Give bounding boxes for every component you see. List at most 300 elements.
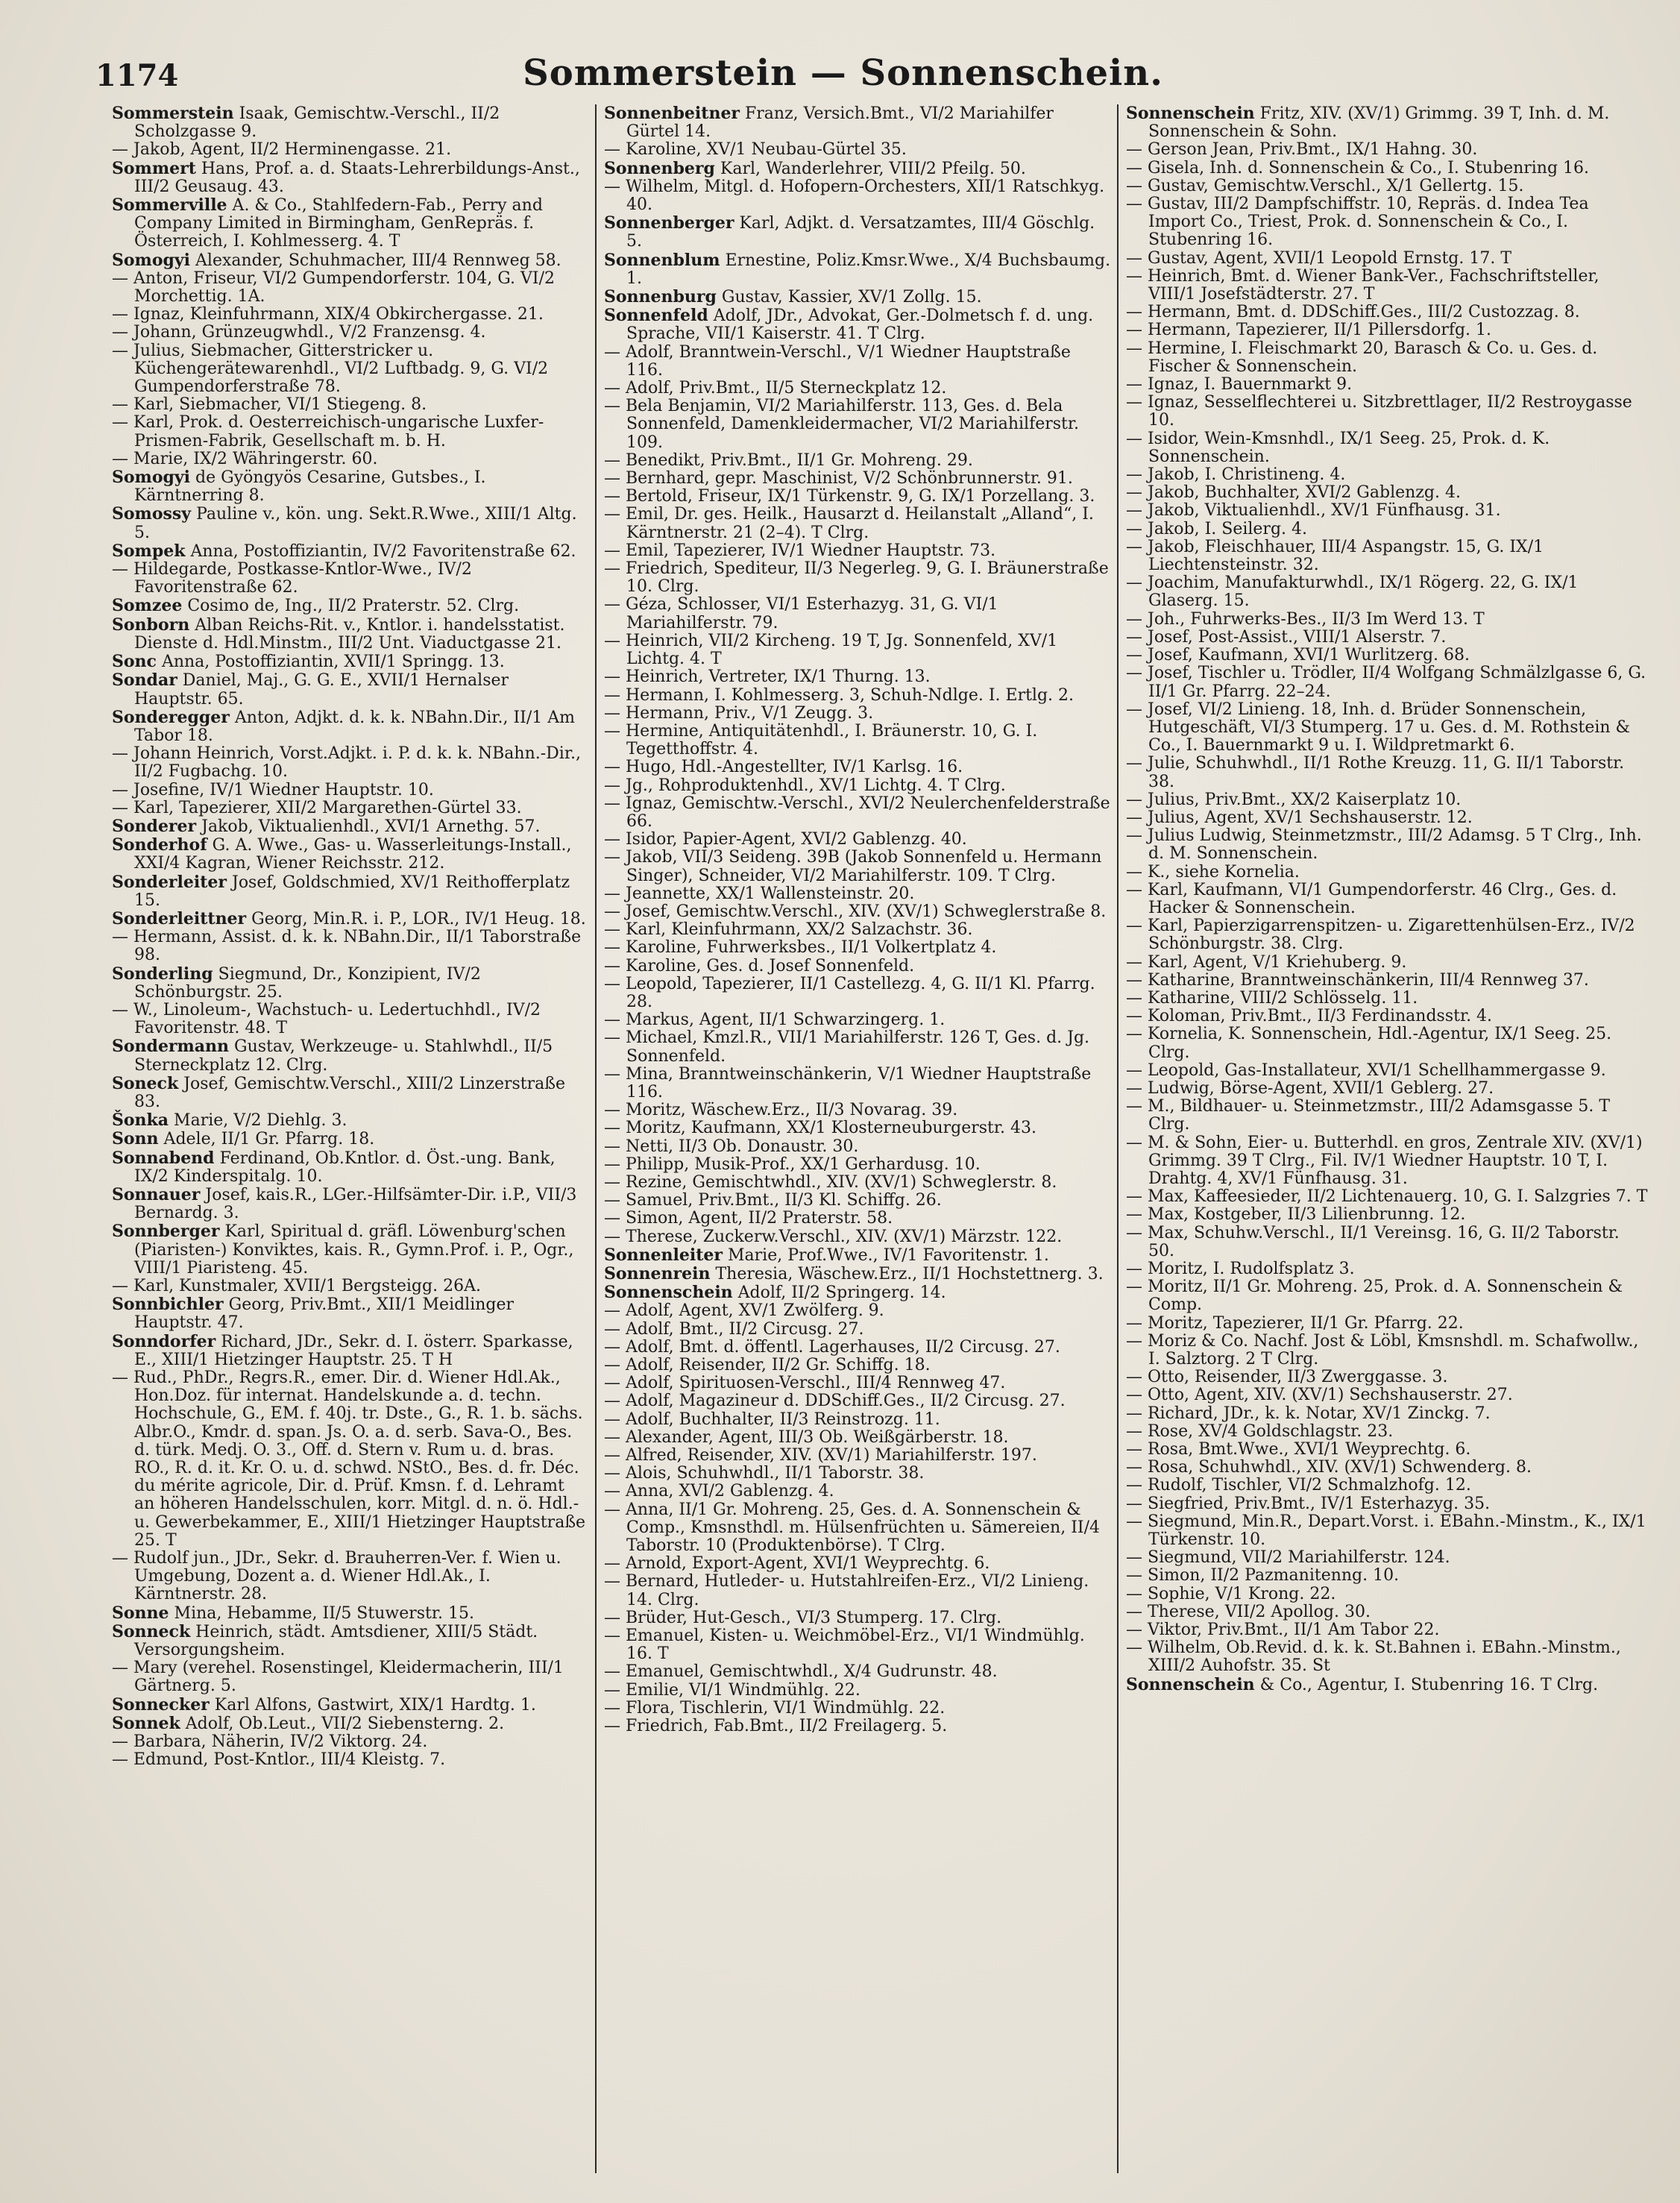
directory-entry bbox=[112, 708, 589, 745]
entry-text: — Karl, Agent, V/1 Kriehuberg. 9. bbox=[1126, 952, 1407, 972]
entry-surname: Sonndorfer bbox=[112, 1331, 216, 1351]
entry-text: — Emanuel, Gemischtwhdl., X/4 Gudrunstr. 48. bbox=[604, 1662, 998, 1682]
entry-text: — Flora, Tischlerin, VI/1 Windmühlg. 22. bbox=[604, 1698, 946, 1718]
entry-text: — Isidor, Papier-Agent, XVI/2 Gablenzg. 40. bbox=[604, 830, 967, 849]
directory-entry bbox=[1126, 1225, 1648, 1260]
directory-entry bbox=[604, 1246, 1111, 1265]
entry-text: Gustav, Kassier, XV/1 Zollg. 15. bbox=[716, 288, 982, 307]
directory-entry bbox=[112, 1550, 589, 1604]
entry-text: — Josef, Tischler u. Trödler, II/4 Wolfgang Schmälzlgasse 6, G. II/1 Gr. Pfarrg. 22–24. bbox=[1126, 664, 1646, 701]
entry-text: — Max, Schuhw.Verschl., II/1 Vereinsg. 16, G. II/2 Taborstr. 50. bbox=[1126, 1223, 1620, 1260]
entry-text: Karl Alfons, Gastwirt, XIX/1 Hardtg. 1. bbox=[209, 1695, 536, 1715]
entry-surname: Sonnecker bbox=[112, 1694, 210, 1715]
directory-entry bbox=[604, 1429, 1111, 1447]
entry-text: Ernestine, Poliz.Kmsr.Wwe., X/4 Buchsbaumg. 1. bbox=[626, 251, 1111, 288]
entry-text: — Leopold, Tapezierer, II/1 Castellezg. 4, G. II/1 Kl. Pfarrg. 28. bbox=[604, 974, 1095, 1011]
entry-text: Marie, V/2 Diehlg. 3. bbox=[169, 1111, 347, 1131]
directory-entry bbox=[1126, 1459, 1648, 1477]
column-left bbox=[112, 104, 589, 2173]
entry-text: — Gisela, Inh. d. Sonnenschein & Co., I. Stubenring 16. bbox=[1126, 158, 1590, 177]
directory-entry bbox=[112, 928, 589, 964]
entry-text: — Karl, Prok. d. Oesterreichisch-ungarische Luxfer-Prismen-Fabrik, Gesellschaft m. b. H. bbox=[112, 413, 544, 450]
directory-entry bbox=[1126, 104, 1648, 141]
entry-text: Ferdinand, Ob.Kntlor. d. Öst.-ung. Bank, IX/2 Kinderspitalg. 10. bbox=[134, 1148, 556, 1186]
directory-entry bbox=[604, 1573, 1111, 1609]
directory-entry bbox=[1126, 340, 1648, 376]
entry-text: — Johann, Grünzeugwhdl., V/2 Franzensg. 4. bbox=[112, 323, 486, 342]
directory-entry bbox=[604, 452, 1111, 470]
entry-text: Cosimo de, Ing., II/2 Praterstr. 52. Clrg. bbox=[182, 597, 520, 616]
entry-text: — Emil, Tapezierer, IV/1 Wiedner Hauptstr. 73. bbox=[604, 541, 996, 560]
entry-text: — Rudolf, Tischler, VI/2 Schmalzhofg. 12. bbox=[1126, 1476, 1471, 1495]
entry-text: — Sophie, V/1 Krong. 22. bbox=[1126, 1584, 1336, 1603]
entry-text: — Julius, Priv.Bmt., XX/2 Kaiserplatz 10. bbox=[1126, 790, 1462, 809]
entry-text: Josef, Gemischtw.Verschl., XIII/2 Linzerstraße 83. bbox=[134, 1074, 565, 1111]
entry-text: — Max, Kaffeesieder, II/2 Lichtenauerg. 10, G. I. Salzgries 7. T bbox=[1126, 1187, 1648, 1207]
entry-text: — Adolf, Reisender, II/2 Gr. Schiffg. 18. bbox=[604, 1356, 931, 1375]
directory-entry bbox=[604, 1265, 1111, 1283]
entry-text: — Joh., Fuhrwerks-Bes., II/3 Im Werd 13. T bbox=[1126, 609, 1485, 629]
entry-text: — Ludwig, Börse-Agent, XVII/1 Geblerg. 27. bbox=[1126, 1078, 1494, 1098]
directory-entry bbox=[1126, 160, 1648, 177]
directory-entry bbox=[604, 288, 1111, 307]
directory-entry bbox=[604, 958, 1111, 975]
directory-entry bbox=[604, 758, 1111, 776]
entry-text: Fritz, XIV. (XV/1) Grimmg. 39 T, Inh. d. M. Sonnenschein & Sohn. bbox=[1148, 104, 1610, 142]
entry-text: — Karoline, XV/1 Neubau-Gürtel 35. bbox=[604, 140, 907, 160]
directory-entry bbox=[604, 1138, 1111, 1156]
directory-entry bbox=[604, 1700, 1111, 1718]
entry-text: Hans, Prof. a. d. Staats-Lehrerbildungs-Anst., III/2 Geusaug. 43. bbox=[134, 159, 580, 196]
entry-text: — K., siehe Kornelia. bbox=[1126, 862, 1300, 881]
entry-text: — Gustav, Agent, XVII/1 Leopold Ernstg. 17. T bbox=[1126, 248, 1512, 268]
entry-text: Daniel, Maj., G. G. E., XVII/1 Hernalser Hauptstr. 65. bbox=[134, 671, 509, 708]
column-divider bbox=[595, 104, 597, 2173]
entry-text: — Hermann, Bmt. d. DDSchiff.Ges., III/2 Custozzag. 8. bbox=[1126, 303, 1580, 322]
directory-entry bbox=[1126, 1405, 1648, 1423]
directory-entry bbox=[1126, 177, 1648, 195]
directory-entry bbox=[112, 1333, 589, 1369]
directory-entry bbox=[1126, 250, 1648, 268]
directory-entry bbox=[112, 1278, 589, 1295]
directory-entry bbox=[112, 597, 589, 615]
entry-text: — Rud., PhDr., Regrs.R., emer. Dir. d. Wiener Hdl.Ak., Hon.Doz. für internat. Handelskunde a. d. techn. Hochschule, G., EM. f. 40j. tr. Dste., G., R. 1. b. sächs. Albr.O., Kmdr. d. span. Js. O. a. d. serb. Sava-O., Bes. d. türk. Medj. O. 3., Off. d. Stern v. Rum u. d. bras. RO., R. d. it. Kr. O. u. d. schwd. NStO., Bes. d. fr. Déc. du mérite agricole, Dir. d. Prüf. Kmsn. f. d. Lehramt an höheren Handelsschulen, korr. Mitgl. d. n. ö. Hdl.- u. Gewerbekammer, E., XIII/1 Hietzinger Hauptstraße 25. T bbox=[112, 1368, 586, 1550]
entry-text: — Mina, Branntweinschänkerin, V/1 Wiedner Hauptstraße 116. bbox=[604, 1064, 1092, 1102]
entry-text: — Rosa, Schuhwhdl., XIV. (XV/1) Schwenderg. 8. bbox=[1126, 1458, 1532, 1477]
entry-text: — Emanuel, Kisten- u. Weichmöbel-Erz., VI/1 Windmühlg. 16. T bbox=[604, 1627, 1085, 1664]
entry-text: Josef, Goldschmied, XV/1 Reithofferplatz 15. bbox=[134, 873, 570, 910]
entry-text: — Moritz, II/1 Gr. Mohreng. 25, Prok. d. A. Sonnenschein & Comp. bbox=[1126, 1278, 1623, 1315]
directory-entry bbox=[112, 1037, 589, 1074]
directory-entry bbox=[604, 632, 1111, 668]
entry-text: — Leopold, Gas-Installateur, XVI/1 Schellhammergasse 9. bbox=[1126, 1060, 1606, 1080]
directory-entry bbox=[112, 782, 589, 799]
directory-entry bbox=[1126, 1441, 1648, 1459]
entry-surname: Sonnbichler bbox=[112, 1295, 224, 1315]
entry-text: — Moritz, Kaufmann, XX/1 Klosterneuburgerstr. 43. bbox=[604, 1119, 1036, 1138]
entry-surname: Sonnauer bbox=[112, 1184, 201, 1204]
directory-entry bbox=[112, 1623, 589, 1659]
entry-text: de Gyöngyös Cesarine, Gutsbes., I. Kärntnerring 8. bbox=[134, 468, 486, 506]
directory-entry bbox=[1126, 502, 1648, 520]
entry-text: — Simon, Agent, II/2 Praterstr. 58. bbox=[604, 1209, 893, 1228]
entry-text: — Bernhard, gepr. Maschinist, V/2 Schönbrunnerstr. 91. bbox=[604, 469, 1073, 488]
entry-surname: Sonderer bbox=[112, 816, 197, 836]
directory-entry bbox=[604, 488, 1111, 506]
entry-text: — Samuel, Priv.Bmt., II/3 Kl. Schiffg. 26. bbox=[604, 1191, 942, 1210]
entry-text: — Julius Ludwig, Steinmetzmstr., III/2 Adamsg. 5 T Clrg., Inh. d. M. Sonnenschein. bbox=[1126, 826, 1642, 864]
entry-text: — Karl, Kaufmann, VI/1 Gumpendorferstr. 46 Clrg., Ges. d. Hacker & Sonnenschein. bbox=[1126, 880, 1617, 917]
entry-surname: Somzee bbox=[112, 596, 183, 616]
entry-text: Adolf, Ob.Leut., VII/2 Siebensterng. 2. bbox=[180, 1714, 505, 1733]
directory-entry bbox=[1126, 1603, 1648, 1621]
entry-text: — Anna, II/1 Gr. Mohreng. 25, Ges. d. A. Sonnenschein & Comp., Kmsnsthdl. m. Hülsenfrüchten u. Sämereien, II/4 Taborstr. 10 (Produktenbörse). T Clrg. bbox=[604, 1500, 1100, 1556]
directory-entry bbox=[112, 873, 589, 910]
entry-text: — Bela Benjamin, VI/2 Mariahilferstr. 113, Ges. d. Bela Sonnenfeld, Damenkleidermacher, VI/2 Mariahilferstr. 109. bbox=[604, 397, 1079, 452]
directory-entry bbox=[1126, 466, 1648, 484]
entry-surname: Sonnenrein bbox=[604, 1264, 711, 1283]
entry-surname: Sonnenberg bbox=[604, 158, 715, 178]
directory-entry bbox=[1126, 1477, 1648, 1495]
entry-text: — Barbara, Näherin, IV/2 Viktorg. 24. bbox=[112, 1732, 428, 1752]
directory-entry bbox=[604, 104, 1111, 141]
directory-entry bbox=[604, 1718, 1111, 1735]
directory-entry bbox=[112, 1149, 589, 1186]
entry-surname: Sonnek bbox=[112, 1713, 180, 1733]
entry-text: — Marie, IX/2 Währingerstr. 60. bbox=[112, 449, 378, 468]
entry-text: — Heinrich, VII/2 Kircheng. 19 T, Jg. Sonnenfeld, XV/1 Lichtg. 4. T bbox=[604, 631, 1058, 669]
entry-text: — Hermine, I. Fleischmarkt 20, Barasch & Co. u. Ges. d. Fischer & Sonnenschein. bbox=[1126, 339, 1598, 376]
entry-text: — Therese, Zuckerw.Verschl., XIV. (XV/1) Märzstr. 122. bbox=[604, 1227, 1063, 1246]
entry-text: — Friedrich, Fab.Bmt., II/2 Freilagerg. 5. bbox=[604, 1717, 948, 1736]
entry-text: — Jakob, Fleischhauer, III/4 Aspangstr. 15, G. IX/1 Liechtensteinstr. 32. bbox=[1126, 537, 1544, 575]
entry-surname: Sommerville bbox=[112, 195, 227, 216]
entry-surname: Sonnenschein bbox=[1126, 1674, 1255, 1694]
entry-surname: Sonneck bbox=[112, 1621, 191, 1641]
directory-entry bbox=[112, 1111, 589, 1130]
directory-entry bbox=[1126, 701, 1648, 755]
directory-entry bbox=[604, 1174, 1111, 1192]
directory-entry bbox=[1126, 1549, 1648, 1567]
entry-text: — Karl, Papierzigarrenspitzen- u. Zigarettenhülsen-Erz., IV/2 Schönburgstr. 38. Clrg. bbox=[1126, 917, 1635, 954]
entry-text: — Julius, Siebmacher, Gitterstricker u. Küchengerätewarenhdl., VI/2 Luftbadg. 9, G. VI/2 Gumpendorferstraße 78. bbox=[112, 341, 549, 397]
entry-text: Adolf, II/2 Springerg. 14. bbox=[732, 1283, 946, 1303]
directory-entry bbox=[1126, 1333, 1648, 1368]
directory-entry bbox=[604, 1210, 1111, 1228]
entry-text: — Siegmund, VII/2 Mariahilferstr. 124. bbox=[1126, 1548, 1450, 1568]
entry-text: — Viktor, Priv.Bmt., II/1 Am Tabor 22. bbox=[1126, 1621, 1440, 1640]
directory-entry bbox=[112, 1222, 589, 1278]
entry-text: — Gerson Jean, Priv.Bmt., IX/1 Hahng. 30. bbox=[1126, 140, 1478, 160]
directory-entry bbox=[604, 1483, 1111, 1500]
entry-text: Richard, JDr., Sekr. d. I. österr. Sparkasse, E., XIII/1 Hietzinger Hauptstr. 25. T H bbox=[134, 1332, 573, 1369]
directory-entry bbox=[112, 1751, 589, 1769]
directory-entry bbox=[1126, 1586, 1648, 1603]
entry-text: — M., Bildhauer- u. Steinmetzmstr., III/2 Adamsgasse 5. T Clrg. bbox=[1126, 1097, 1611, 1134]
entry-text: — Otto, Agent, XIV. (XV/1) Sechshauserstr. 27. bbox=[1126, 1386, 1513, 1405]
entry-text: — Simon, II/2 Pazmanitenng. 10. bbox=[1126, 1566, 1400, 1586]
entry-text: — Gustav, III/2 Dampfschiffstr. 10, Repräs. d. Indea Tea Import Co., Triest, Prok. d. Sonnenschein & Co., I. Stubenring 16. bbox=[1126, 195, 1589, 250]
directory-entry bbox=[1126, 304, 1648, 321]
directory-entry bbox=[1126, 664, 1648, 700]
entry-text: — Bernard, Hutleder- u. Hutstahlreifen-Erz., VI/2 Linieng. 14. Clrg. bbox=[604, 1572, 1089, 1609]
entry-text: — Jakob, I. Seilerg. 4. bbox=[1126, 519, 1308, 538]
directory-entry bbox=[604, 141, 1111, 159]
directory-entry bbox=[1126, 321, 1648, 339]
entry-text: — Heinrich, Bmt. d. Wiener Bank-Ver., Fachschriftsteller, VIII/1 Josefstädterstr. 27. T bbox=[1126, 266, 1599, 304]
directory-entry bbox=[112, 141, 589, 159]
entry-text: Siegmund, Dr., Konzipient, IV/2 Schönburgstr. 25. bbox=[134, 964, 481, 1002]
directory-entry bbox=[604, 687, 1111, 705]
directory-entry bbox=[604, 921, 1111, 939]
directory-entry bbox=[604, 560, 1111, 596]
directory-entry bbox=[112, 616, 589, 653]
directory-entry bbox=[112, 505, 589, 541]
directory-entry bbox=[1126, 1423, 1648, 1441]
directory-entry bbox=[1126, 1025, 1648, 1061]
entry-text: — Adolf, Spirituosen-Verschl., III/4 Rennweg 47. bbox=[604, 1374, 1006, 1393]
directory-entry bbox=[604, 506, 1111, 541]
column-right bbox=[1126, 104, 1648, 2173]
entry-text: Georg, Min.R. i. P., LOR., IV/1 Heug. 18. bbox=[246, 909, 586, 928]
entry-text: — Jakob, Buchhalter, XVI/2 Gablenzg. 4. bbox=[1126, 483, 1461, 503]
directory-entry bbox=[112, 745, 589, 781]
entry-text: — Moriz & Co. Nachf. Jost & Löbl, Kmsnshdl. m. Schafwollw., I. Salztorg. 2 T Clrg. bbox=[1126, 1331, 1639, 1369]
directory-entry bbox=[1126, 917, 1648, 953]
directory-entry bbox=[112, 104, 589, 141]
directory-entry bbox=[1126, 1315, 1648, 1333]
directory-entry bbox=[1126, 1080, 1648, 1098]
directory-entry bbox=[112, 1604, 589, 1623]
entry-text: — Benedikt, Priv.Bmt., II/1 Gr. Mohreng. 29. bbox=[604, 450, 973, 470]
directory-entry bbox=[1126, 972, 1648, 990]
directory-entry bbox=[112, 1295, 589, 1332]
directory-entry bbox=[604, 777, 1111, 795]
directory-entry bbox=[1126, 484, 1648, 502]
entry-surname: Sompek bbox=[112, 541, 186, 561]
directory-entry bbox=[1126, 376, 1648, 394]
directory-entry bbox=[1126, 791, 1648, 809]
entry-text: — Moritz, Tapezierer, II/1 Gr. Pfarrg. 22. bbox=[1126, 1313, 1464, 1333]
entry-text: — Hermann, Priv., V/1 Zeugg. 3. bbox=[604, 703, 874, 723]
entry-text: — Karl, Tapezierer, XII/2 Margarethen-Gürtel 33. bbox=[112, 798, 522, 817]
directory-entry bbox=[112, 342, 589, 397]
directory-entry bbox=[604, 903, 1111, 921]
directory-entry bbox=[604, 831, 1111, 849]
entry-surname: Sonborn bbox=[112, 615, 190, 635]
directory-entry bbox=[112, 251, 589, 270]
entry-text: — Josef, Post-Assist., VIII/1 Alserstr. 7. bbox=[1126, 627, 1447, 647]
directory-entry bbox=[1126, 881, 1648, 917]
directory-entry bbox=[1126, 809, 1648, 827]
entry-text: — Heinrich, Vertreter, IX/1 Thurng. 13. bbox=[604, 667, 931, 687]
directory-entry bbox=[604, 668, 1111, 686]
entry-text: — Hermann, I. Kohlmesserg. 3, Schuh-Ndlge. I. Ertlg. 2. bbox=[604, 685, 1075, 705]
entry-text: — Ignaz, Gemischtw.-Verschl., XVI/2 Neulerchenfelderstraße 66. bbox=[604, 793, 1110, 831]
entry-text: — Hildegarde, Postkasse-Kntlor-Wwe., IV/2 Favoritenstraße 62. bbox=[112, 560, 472, 597]
directory-entry bbox=[604, 1119, 1111, 1137]
directory-entry bbox=[1126, 574, 1648, 610]
directory-entry bbox=[112, 1075, 589, 1111]
entry-text: — Adolf, Branntwein-Verschl., V/1 Wiedner Hauptstraße 116. bbox=[604, 342, 1071, 380]
entry-surname: Šonka bbox=[112, 1110, 169, 1131]
entry-text: Anna, Postoffiziantin, IV/2 Favoritenstraße 62. bbox=[185, 541, 576, 561]
entry-text: — Emil, Dr. ges. Heilk., Hausarzt d. Heilanstalt „Alland“, I. Kärntnerstr. 21 (2–4). T Clrg. bbox=[604, 505, 1094, 542]
entry-text: — M. & Sohn, Eier- u. Butterhdl. en gros, Zentrale XIV. (XV/1) Grimmg. 39 T Clrg., Fil. IV/1 Wiedner Hauptstr. 10 T, I. Drahtg. 4, XV/1 Fünfhausg. 31. bbox=[1126, 1133, 1643, 1188]
entry-text: — Hermann, Assist. d. k. k. NBahn.Dir., II/1 Taborstraße 98. bbox=[112, 928, 582, 965]
directory-entry bbox=[1126, 1368, 1648, 1386]
entry-surname: Somossy bbox=[112, 504, 192, 524]
directory-entry bbox=[1126, 827, 1648, 863]
directory-entry bbox=[604, 1465, 1111, 1483]
directory-entry bbox=[604, 470, 1111, 488]
entry-surname: Sonderleiter bbox=[112, 872, 227, 892]
directory-entry bbox=[604, 705, 1111, 723]
entry-text: — Adolf, Buchhalter, II/3 Reinstrozg. 11. bbox=[604, 1410, 940, 1429]
entry-text: — Alois, Schuhwhdl., II/1 Taborstr. 38. bbox=[604, 1464, 925, 1483]
entry-surname: Sonn bbox=[112, 1129, 159, 1149]
directory-entry bbox=[112, 414, 589, 450]
directory-entry bbox=[112, 561, 589, 597]
entry-text: — Wilhelm, Mitgl. d. Hofopern-Orchesters, XII/1 Ratschkyg. 40. bbox=[604, 177, 1105, 215]
entry-text: — Josef, VI/2 Linieng. 18, Inh. d. Brüder Sonnenschein, Hutgeschäft, VI/3 Stumperg. 17 u. Ges. d. M. Rothstein & Co., I. Bauernmarkt 9 u. I. Wildpretmarkt 6. bbox=[1126, 700, 1631, 755]
entry-text: — Alfred, Reisender, XIV. (XV/1) Mariahilferstr. 197. bbox=[604, 1446, 1037, 1465]
entry-text: — Gustav, Gemischtw.Verschl., X/1 Gellertg. 15. bbox=[1126, 176, 1524, 195]
entry-text: — Josef, Kaufmann, XVI/1 Wurlitzerg. 68. bbox=[1126, 646, 1470, 665]
entry-text: — Katharine, VIII/2 Schlösselg. 11. bbox=[1126, 988, 1418, 1008]
entry-text: — Philipp, Musik-Prof., XX/1 Gerhardusg. 10. bbox=[604, 1154, 981, 1174]
directory-entry bbox=[112, 965, 589, 1002]
entry-text: Adolf, JDr., Advokat, Ger.-Dolmetsch f. d. ung. Sprache, VII/1 Kaiserstr. 41. T Clrg. bbox=[626, 307, 1094, 344]
directory-entry bbox=[112, 910, 589, 928]
entry-text: — Brüder, Hut-Gesch., VI/3 Stumperg. 17. Clrg. bbox=[604, 1608, 1002, 1627]
directory-entry bbox=[604, 1411, 1111, 1429]
directory-entry bbox=[604, 1066, 1111, 1102]
entry-surname: Sonderleittner bbox=[112, 908, 247, 928]
entry-text: — Julius, Agent, XV/1 Sechshauserstr. 12. bbox=[1126, 808, 1473, 827]
entry-text: Franz, Versich.Bmt., VI/2 Mariahilfer Gürtel 14. bbox=[626, 104, 1054, 142]
entry-text: — Friedrich, Spediteur, II/3 Negerleg. 9, G. I. Bräunerstraße 10. Clrg. bbox=[604, 559, 1109, 597]
entry-surname: Sondar bbox=[112, 670, 177, 691]
directory-entry bbox=[112, 270, 589, 306]
directory-entry bbox=[604, 1011, 1111, 1029]
entry-surname: Sonnenleiter bbox=[604, 1245, 723, 1265]
directory-entry bbox=[112, 836, 589, 873]
directory-entry bbox=[604, 723, 1111, 758]
entry-surname: Sonnenblum bbox=[604, 250, 720, 270]
entry-surname: Sonnberger bbox=[112, 1222, 220, 1242]
directory-entry bbox=[1126, 647, 1648, 664]
directory-entry bbox=[604, 160, 1111, 178]
directory-entry bbox=[1126, 521, 1648, 538]
directory-entry bbox=[1126, 1134, 1648, 1189]
directory-entry bbox=[1126, 1098, 1648, 1134]
directory-entry bbox=[604, 1555, 1111, 1573]
directory-entry bbox=[604, 1663, 1111, 1681]
directory-entry bbox=[112, 1733, 589, 1751]
directory-entry bbox=[112, 1715, 589, 1733]
entry-text: — W., Linoleum-, Wachstuch- u. Ledertuchhdl., IV/2 Favoritenstr. 48. T bbox=[112, 1000, 541, 1038]
directory-entry bbox=[604, 975, 1111, 1011]
page-header bbox=[95, 52, 1591, 104]
entry-text: — Adolf, Agent, XV/1 Zwölferg. 9. bbox=[604, 1301, 884, 1321]
directory-entry bbox=[112, 160, 589, 196]
entry-text: — Katharine, Branntweinschänkerin, III/4 Rennweg 37. bbox=[1126, 970, 1589, 990]
entry-text: Karl, Adjkt. d. Versatzamtes, III/4 Göschlg. 5. bbox=[626, 214, 1095, 251]
entry-surname: Sommert bbox=[112, 158, 196, 178]
entry-text: Karl, Spiritual d. gräfl. Löwenburg'schen (Piaristen-) Konviktes, kais. R., Gymn.Prof. i. P., Ogr., VIII/1 Piaristeng. 45. bbox=[134, 1222, 574, 1278]
entry-text: — Emilie, VI/1 Windmühlg. 22. bbox=[604, 1680, 861, 1700]
directory-entry bbox=[112, 1696, 589, 1715]
entry-text: — Karoline, Fuhrwerksbes., II/1 Volkertplatz 4. bbox=[604, 938, 997, 958]
directory-entry bbox=[1126, 755, 1648, 791]
entry-text: — Otto, Reisender, II/3 Zwerggasse. 3. bbox=[1126, 1368, 1448, 1387]
entry-text: — Moritz, Wäschew.Erz., II/3 Novarag. 39. bbox=[604, 1101, 958, 1120]
entry-text: Karl, Wanderlehrer, VIII/2 Pfeilg. 50. bbox=[714, 159, 1026, 178]
directory-entry bbox=[112, 1002, 589, 1037]
directory-entry bbox=[604, 542, 1111, 560]
directory-entry bbox=[1126, 1513, 1648, 1549]
running-title: Sommerstein — Sonnenschein. bbox=[523, 52, 1163, 94]
directory-entry bbox=[1126, 1008, 1648, 1025]
entry-text: — Jakob, Viktualienhdl., XV/1 Fünfhausg. 31. bbox=[1126, 501, 1501, 521]
directory-entry bbox=[604, 885, 1111, 903]
entry-text: Isaak, Gemischtw.-Verschl., II/2 Scholzgasse 9. bbox=[134, 104, 500, 142]
directory-entry bbox=[112, 396, 589, 414]
directory-entry bbox=[112, 1130, 589, 1148]
entry-surname: Sonnenfeld bbox=[604, 306, 708, 326]
directory-entry bbox=[604, 307, 1111, 343]
entry-text: — Adolf, Magazineur d. DDSchiff.Ges., II/2 Circusg. 27. bbox=[604, 1392, 1066, 1411]
directory-entry bbox=[112, 1186, 589, 1222]
directory-entry bbox=[604, 939, 1111, 957]
directory-entry bbox=[1126, 538, 1648, 574]
directory-entry bbox=[1126, 1621, 1648, 1639]
directory-entry bbox=[112, 653, 589, 671]
directory-entry bbox=[604, 1302, 1111, 1320]
entry-surname: Sonc bbox=[112, 652, 157, 672]
entry-surname: Sondermann bbox=[112, 1037, 230, 1057]
entry-text: — Michael, Kmzl.R., VII/1 Mariahilferstr. 126 T, Ges. d. Jg. Sonnenfeld. bbox=[604, 1028, 1090, 1066]
entry-text: — Karl, Kunstmaler, XVII/1 Bergsteigg. 26A. bbox=[112, 1277, 481, 1295]
entry-text: — Hugo, Hdl.-Angestellter, IV/1 Karlsg. 16. bbox=[604, 758, 963, 777]
directory-entry bbox=[112, 817, 589, 836]
entry-text: — Jakob, Agent, II/2 Herminengasse. 21. bbox=[112, 140, 452, 160]
entry-text: & Co., Agentur, I. Stubenring 16. T Clrg. bbox=[1254, 1675, 1599, 1694]
entry-text: — Rudolf jun., JDr., Sekr. d. Brauherren-Ver. f. Wien u. Umgebung, Dozent a. d. Wiener Hdl.Ak., I. Kärntnerstr. 28. bbox=[112, 1549, 561, 1604]
directory-entry bbox=[604, 251, 1111, 288]
directory-entry bbox=[112, 468, 589, 505]
entry-text: — Jakob, VII/3 Seideng. 39B (Jakob Sonnenfeld u. Hermann Singer), Schneider, VI/2 Mariahilferstr. 109. T Clrg. bbox=[604, 848, 1102, 885]
entry-text: — Arnold, Export-Agent, XVI/1 Weyprechtg. 6. bbox=[604, 1554, 990, 1574]
directory-entry bbox=[604, 795, 1111, 831]
entry-text: — Ignaz, Kleinfuhrmann, XIX/4 Obkirchergasse. 21. bbox=[112, 305, 544, 324]
entry-text: — Jakob, I. Christineng. 4. bbox=[1126, 465, 1346, 485]
directory-entry bbox=[1126, 611, 1648, 629]
directory-entry bbox=[112, 671, 589, 708]
directory-entry bbox=[112, 1369, 589, 1550]
directory-entry bbox=[604, 1357, 1111, 1374]
directory-entry bbox=[604, 1192, 1111, 1210]
entry-text: Anna, Postoffiziantin, XVII/1 Springg. 13. bbox=[156, 653, 505, 672]
entry-surname: Sonderegger bbox=[112, 707, 230, 727]
directory-entry bbox=[1126, 954, 1648, 972]
entry-surname: Sonnenbeitner bbox=[604, 104, 740, 123]
directory-entry bbox=[604, 344, 1111, 380]
directory-entry bbox=[1126, 1567, 1648, 1585]
entry-surname: Sonderling bbox=[112, 964, 213, 984]
entry-text: Josef, kais.R., LGer.-Hilfsämter-Dir. i.P., VII/3 Bernardg. 3. bbox=[134, 1185, 577, 1223]
